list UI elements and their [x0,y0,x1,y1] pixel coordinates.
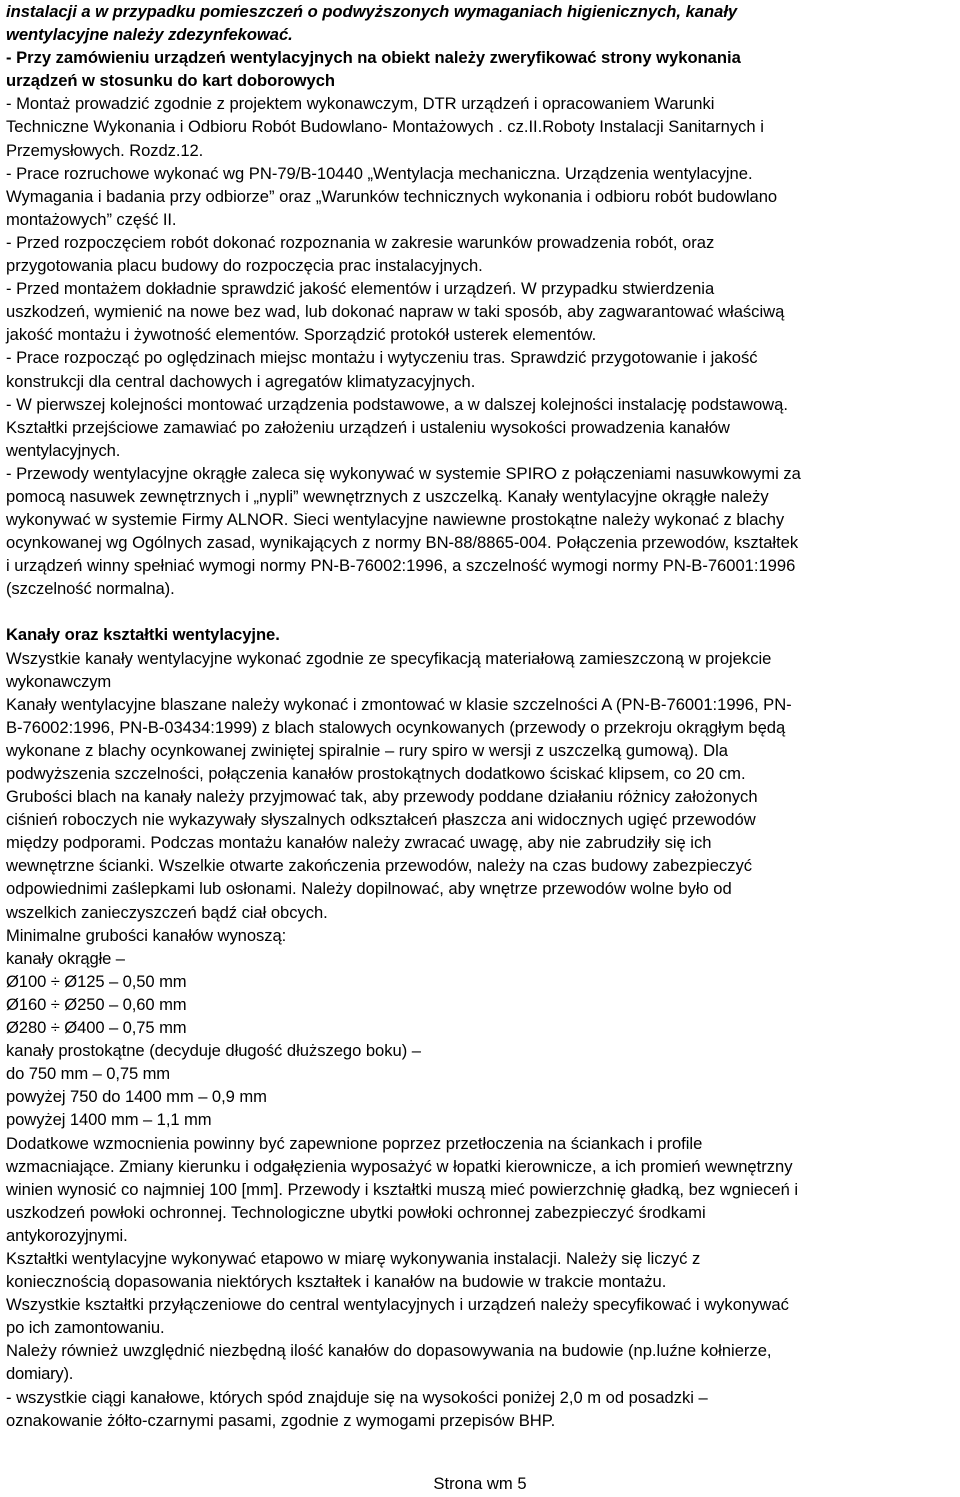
text-line: - Prace rozruchowe wykonać wg PN-79/B-10440 „Wentylacja mechaniczna. Urządzenia wentylacyjne. [6,163,753,183]
text-line: - Montaż prowadzić zgodnie z projektem wykonawczym, DTR urządzeń i opracowaniem Warunki [6,94,715,114]
text-line: przygotowania placu budowy do rozpoczęcia prac instalacyjnych. [6,256,483,276]
text-line: po ich zamontowaniu. [6,1318,165,1338]
text-line: wzmacniające. Zmiany kierunku i odgałęzienia wyposażyć w łopatki kierownicze, a ich promień wewnętrzny [6,1156,793,1176]
text-line: Należy również uwzględnić niezbędną ilość kanałów do dopasowywania na budowie (np.luźne kołnierze, [6,1341,772,1361]
text-line: kanały prostokątne (decyduje długość dłuższego boku) – [6,1041,421,1061]
section-heading: Kanały oraz kształtki wentylacyjne. [6,625,280,645]
text-line: B-76002:1996, PN-B-03434:1999) z blach stalowych ocynkowanych (przewody o przekroju okrągłym będą [6,717,786,737]
text-line: Techniczne Wykonania i Odbioru Robót Budowlano- Montażowych . cz.II.Roboty Instalacji Sanitarnych i [6,117,764,137]
text-line: powyżej 750 do 1400 mm – 0,9 mm [6,1087,267,1107]
text-line: oznakowanie żółto-czarnymi pasami, zgodnie z wymogami przepisów BHP. [6,1410,556,1430]
text-line: uszkodzeń, wymienić na nowe bez wad, lub dokonać napraw w taki sposób, aby zagwarantować właściwą [6,302,785,322]
text-line: jakość montażu i żywotność elementów. Sporządzić protokół usterek elementów. [6,325,597,345]
intro-emphasis [6,0,956,46]
text-line: wykonywać w systemie Firmy ALNOR. Sieci wentylacyjne nawiewne prostokątne należy wykonać z blachy [6,510,785,530]
text-line: uszkodzeń powłoki ochronnej. Technologiczne ubytki powłoki ochronnej zabezpieczyć środkami [6,1202,706,1222]
text-line: - Przewody wentylacyjne okrągłe zaleca się wykonywać w systemie SPIRO z połączeniami nasuwkowymi za [6,463,801,483]
text-line: wentylacyjnych. [6,440,121,460]
text-line: Kształtki przejściowe zamawiać po założeniu urządzeń i ustaleniu wysokości prowadzenia kanałów [6,417,730,437]
text-line: wewnętrzne ścianki. Wszelkie otwarte zakończenia przewodów, należy na czas budowy zabezpieczyć [6,856,753,876]
text-line: wentylacyjne należy zdezynfekować. [6,25,293,45]
text-line: konstrukcji dla central dachowych i agregatów klimatyzacyjnych. [6,371,476,391]
text-line: między podporami. Podczas montażu kanałów należy zwracać uwagę, aby nie zabrudziły się ich [6,833,712,853]
text-line: i urządzeń winny spełniać wymogi normy PN-B-76002:1996, a szczelność wymogi normy PN-B-76001:1996 [6,556,796,576]
text-line: Ø280 ÷ Ø400 – 0,75 mm [6,1018,187,1038]
text-line: - Prace rozpocząć po oględzinach miejsc montażu i wytyczeniu tras. Sprawdzić przygotowanie i jakość [6,348,758,368]
text-line: Minimalne grubości kanałów wynoszą: [6,925,287,945]
text-line: kanały okrągłe – [6,948,125,968]
document-page [6,0,956,1432]
text-line: Kształtki wentylacyjne wykonywać etapowo w miarę wykonywania instalacji. Należy się liczyć z [6,1248,701,1268]
text-line: Wszystkie kanały wentylacyjne wykonać zgodnie ze specyfikacją materiałową zamieszczoną w projekcie [6,648,772,668]
text-line: powyżej 1400 mm – 1,1 mm [6,1110,212,1130]
text-line: Przemysłowych. Rozdz.12. [6,140,204,160]
body-section-b [6,647,956,1432]
text-line: Kanały wentylacyjne blaszane należy wykonać i zmontować w klasie szczelności A (PN-B-76001:1996, PN- [6,694,792,714]
text-line: urządzeń w stosunku do kart doborowych [6,71,335,91]
page-footer: Strona wm 5 [433,1474,527,1493]
text-line: - Przed rozpoczęciem robót dokonać rozpoznania w zakresie warunków prowadzenia robót, oraz [6,232,715,252]
text-line: do 750 mm – 0,75 mm [6,1064,171,1084]
text-line: Grubości blach na kanały należy przyjmować tak, aby przewody poddane działaniu różnicy założonych [6,787,758,807]
text-line: antykorozyjnymi. [6,1225,128,1245]
text-line: - wszystkie ciągi kanałowe, których spód znajduje się na wysokości poniżej 2,0 m od posadzki – [6,1387,708,1407]
intro-bold-paragraph [6,46,956,92]
text-line: ciśnień roboczych nie wykazywały słyszalnych odkształceń płaszcza ani widocznych ugięć przewodów [6,810,756,830]
text-line: (szczelność normalna). [6,579,175,599]
paragraph-spacer [6,600,956,623]
text-line: domiary). [6,1364,74,1384]
text-line: Ø100 ÷ Ø125 – 0,50 mm [6,971,187,991]
text-line: - Przed montażem dokładnie sprawdzić jakość elementów i urządzeń. W przypadku stwierdzenia [6,279,715,299]
text-line: montażowych” część II. [6,209,177,229]
text-line: podwyższenia szczelności, połączenia kanałów prostokątnych dodatkowo ściskać klipsem, co 20 cm. [6,764,746,783]
body-section-a [6,92,956,600]
text-line: Ø160 ÷ Ø250 – 0,60 mm [6,994,187,1014]
text-line: Dodatkowe wzmocnienia powinny być zapewnione poprzez przetłoczenia na ściankach i profile [6,1133,703,1153]
text-line: instalacji a w przypadku pomieszczeń o podwyższonych wymaganiach higienicznych, kanały [6,2,738,21]
text-line: Wszystkie kształtki przyłączeniowe do central wentylacyjnych i urządzeń należy specyfikować i wykonywać [6,1295,789,1315]
text-line: - Przy zamówieniu urządzeń wentylacyjnych na obiekt należy zweryfikować strony wykonania [6,48,741,68]
text-line: pomocą nasuwek zewnętrznych i „nypli” wewnętrznych z uszczelką. Kanały wentylacyjne okrągłe należy [6,486,769,506]
text-line: wykonane z blachy ocynkowanej zwiniętej spiralnie – rury spiro w wersji z uszczelką gumową). Dla [6,740,728,760]
text-line: wszelkich zanieczyszczeń bądź ciał obcych. [6,902,328,922]
text-line: - W pierwszej kolejności montować urządzenia podstawowe, a w dalszej kolejności instalację podstawową. [6,394,788,414]
text-line: ocynkowanej wg Ogólnych zasad, wynikających z normy BN-88/8865-004. Połączenia przewodów, kształtek [6,533,799,553]
text-line: winien wynosić co najmniej 100 [mm]. Przewody i kształtki muszą mieć powierzchnię gładką, bez wgnieceń i [6,1179,799,1199]
text-line: odpowiednimi zaślepkami lub osłonami. Należy dopilnować, aby wnętrze przewodów wolne było od [6,879,732,899]
text-line: Wymagania i badania przy odbiorze” oraz „Warunków technicznych wykonania i odbioru robót budowlano [6,186,778,206]
text-line: wykonawczym [6,671,111,691]
text-line: koniecznością dopasowania niektórych kształtek i kanałów na budowie w trakcie montażu. [6,1272,667,1292]
